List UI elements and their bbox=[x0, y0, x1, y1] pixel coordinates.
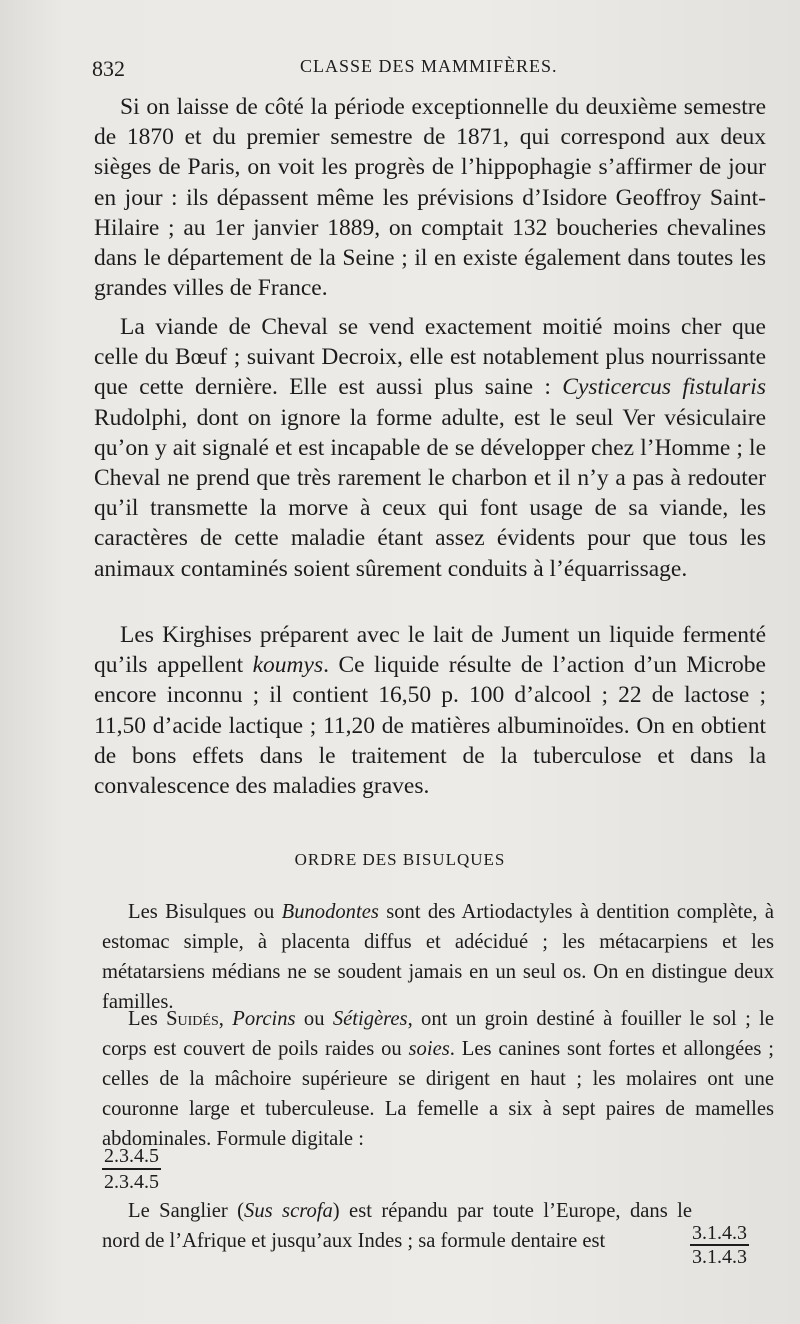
paragraph-text: , ont un groin destiné à fouiller le sol ; le corps est couvert de poils raides ou bbox=[102, 1008, 775, 1060]
paragraph-text: ) est répandu par toute l’Europe, dans le nord de l’Afrique et jusqu’aux Indes ; sa formule dentaire est bbox=[102, 1200, 692, 1252]
formula-denominator: 2.3.4.5 bbox=[104, 1171, 159, 1193]
paragraph-bisulques bbox=[102, 897, 774, 1017]
paragraph-suides bbox=[102, 1004, 774, 1154]
paragraph-text: sont des Artiodactyles à dentition complète, à estomac simple, à placenta diffus et adécidué ; les métacarpiens et les métatarsiens médians ne se soudent jamais en un seul os. On en distingue deux familles. bbox=[102, 901, 774, 1013]
paragraph-hippophagie bbox=[94, 92, 766, 303]
paragraph-text: Les Bisulques ou bbox=[128, 901, 282, 923]
paragraph-text: Rudolphi, dont on ignore la forme adulte, est le seul Ver vésiculaire qu’on y ait signalé et est incapable de se développer chez l’Homme ; le Cheval ne prend que très rarement le charbon et il n’y a pas à redouter qu’il transmette la morve à ceux qui font usage de sa viande, les caractères de cette maladie étant assez évidents pour que tous les animaux contaminés soient sûrement conduits à l’équarrissage. bbox=[94, 404, 766, 582]
family-name: Suidés bbox=[166, 1008, 219, 1030]
paragraph-text: Si on laisse de côté la période exceptionnelle du deuxième semestre de 1870 et du premier semestre de 1871, qui correspond aux deux sièges de Paris, on voit les progrès de l’hippophagie s’affirmer de jour en jour : ils dépassent même les prévisions d’Isidore Geoffroy Saint-Hilaire ; au 1er janvier 1889, on comptait 132 boucheries chevalines dans le département de la Seine ; il en existe également dans toutes les grandes villes de France. bbox=[94, 94, 766, 302]
paragraph-text: Le Sanglier ( bbox=[128, 1200, 245, 1222]
species-name: Cysticercus fistularis bbox=[562, 374, 766, 401]
digital-formula bbox=[102, 1144, 161, 1194]
formula-numerator: 3.1.4.3 bbox=[692, 1222, 747, 1244]
running-header bbox=[92, 50, 782, 84]
paragraph-text: . Les canines sont fortes et allongées ; celles de la mâchoire supérieure se dirigent en haut ; les molaires ont une couronne large et tuberculeuse. La femelle a six à sept paires de mamelles abdominales. Formule digitale : bbox=[102, 1038, 774, 1150]
paragraph-text: Les Kirghises préparent avec le lait de Jument un liquide fermenté qu’ils appellent bbox=[94, 622, 766, 679]
paragraph-viande-cheval bbox=[94, 312, 766, 584]
term-bunodontes: Bunodontes bbox=[281, 901, 379, 923]
paragraph-text: La viande de Cheval se vend exactement moitié moins cher que celle du Bœuf ; suivant Decroix, elle est notablement plus nourrissante que cette dernière. Elle est aussi plus saine : bbox=[94, 314, 766, 401]
paragraph-text: Les bbox=[128, 1008, 167, 1030]
page-number: 832 bbox=[92, 56, 125, 81]
paragraph-text: , bbox=[218, 1008, 233, 1030]
paragraph-text: ou bbox=[295, 1008, 333, 1030]
formula-denominator: 3.1.4.3 bbox=[692, 1246, 747, 1268]
paragraph-text: . Ce liquide résulte de l’action d’un Microbe encore inconnu ; il contient 16,50 p. 100 d’alcool ; 22 de lactose ; 11,50 d’acide lactique ; 11,20 de matières albuminoïdes. On en obtient de bons effets dans le traitement de la tuberculose et dans la convalescence des maladies graves. bbox=[94, 652, 766, 800]
term-koumys: koumys bbox=[252, 652, 324, 679]
term-soies: soies bbox=[408, 1038, 450, 1060]
running-title: CLASSE DES MAMMIFÈRES. bbox=[300, 56, 558, 76]
section-heading: ORDRE DES BISULQUES bbox=[294, 850, 506, 869]
dental-formula bbox=[690, 1222, 749, 1268]
species-sus-scrofa: Sus scrofa bbox=[244, 1200, 333, 1222]
paragraph-sanglier bbox=[102, 1196, 692, 1256]
term-porcins: Porcins bbox=[232, 1008, 296, 1030]
paragraph-koumys bbox=[94, 620, 766, 801]
formula-numerator: 2.3.4.5 bbox=[102, 1144, 161, 1170]
term-setigeres: Sétigères bbox=[332, 1008, 408, 1030]
